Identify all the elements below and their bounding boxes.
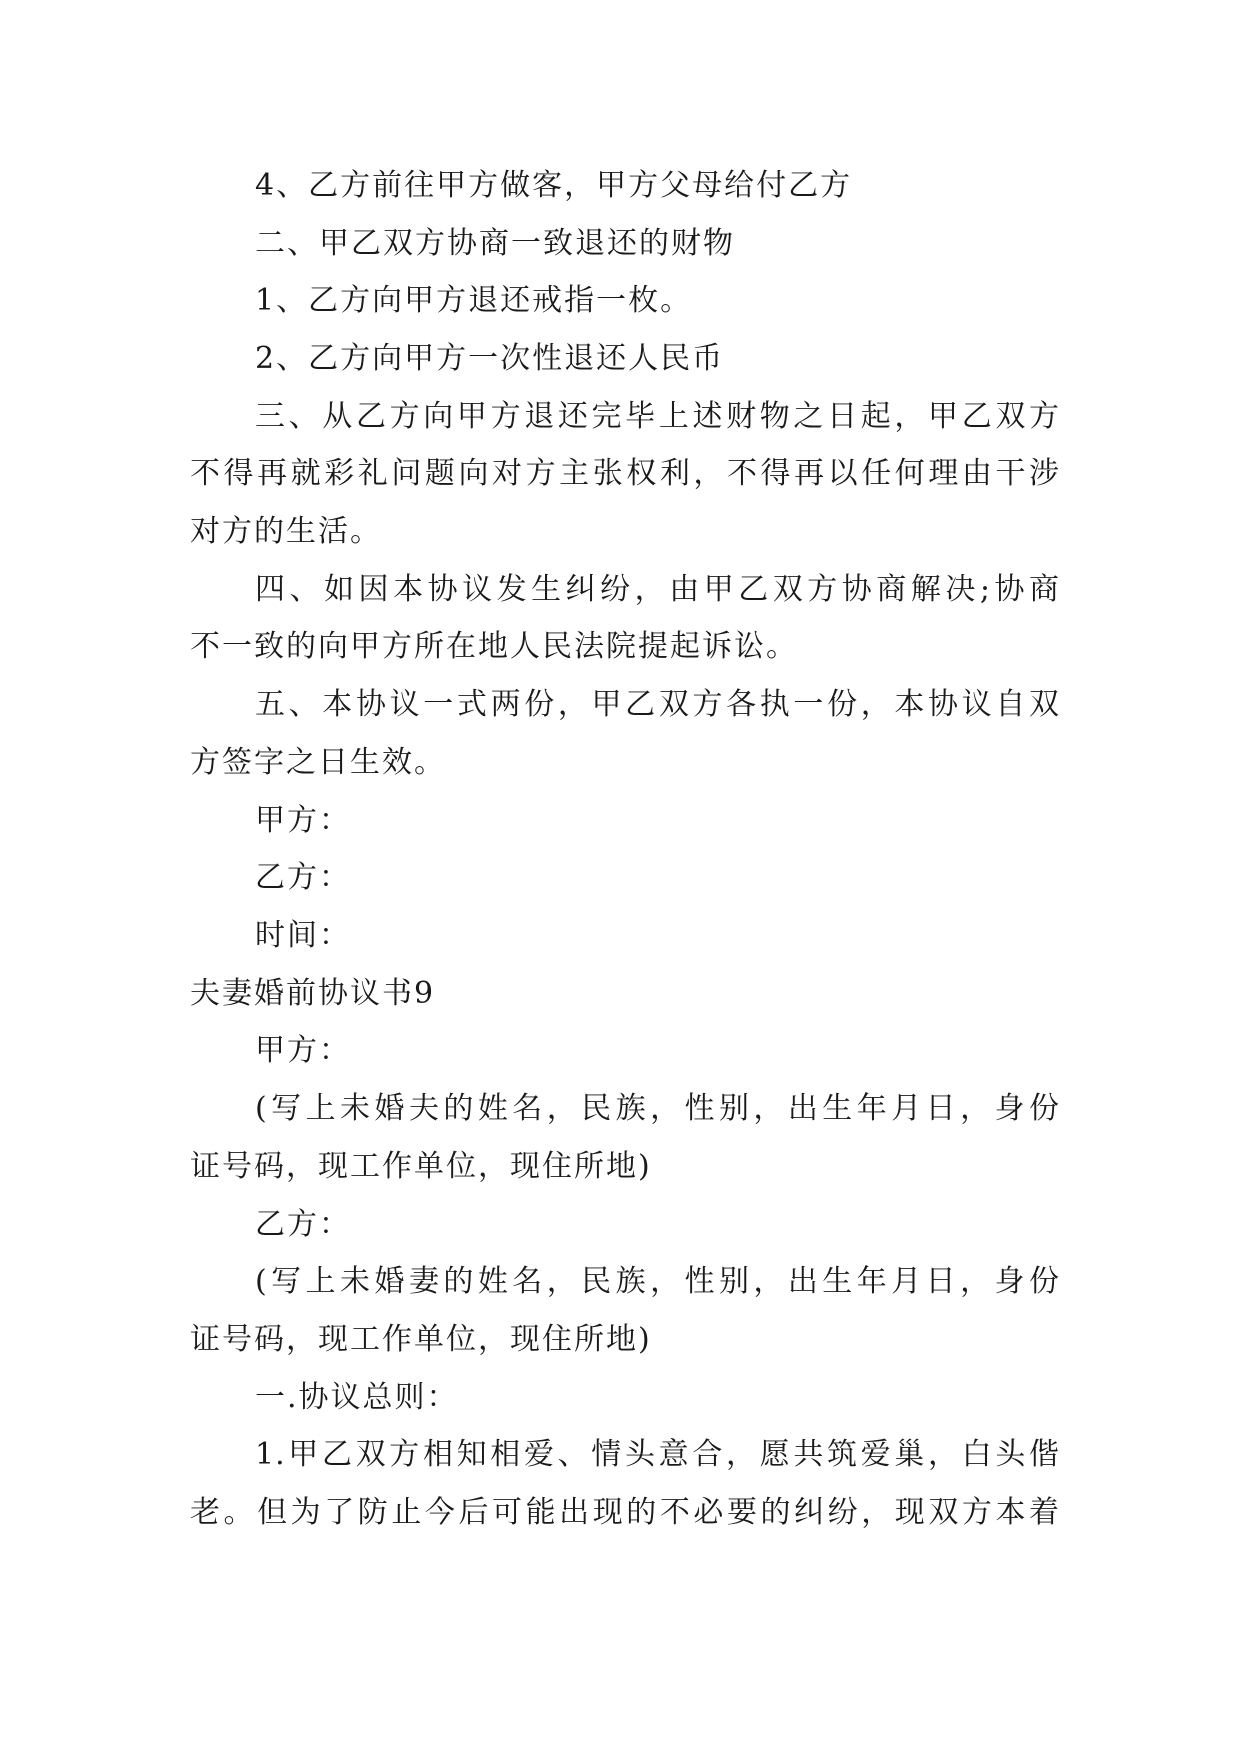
clause-line: 2、乙方向甲方一次性退还人民币: [255, 341, 725, 376]
party-b-label: 乙方：: [255, 1207, 351, 1242]
party-b-details: 证号码，现工作单位，现住所地): [190, 1322, 652, 1357]
paragraph-line: 不得再就彩礼问题向对方主张权利，不得再以任何理由干涉: [190, 456, 1060, 491]
party-a-label: 甲方：: [255, 1033, 351, 1068]
signature-date: 时间：: [255, 918, 351, 953]
paragraph-line: 方签字之日生效。: [190, 745, 446, 780]
paragraph-line: 老。但为了防止今后可能出现的不必要的纠纷，现双方本着: [190, 1495, 1060, 1530]
clause-line: 1、乙方向甲方退还戒指一枚。: [255, 283, 693, 318]
party-b-details: (写上未婚妻的姓名，民族，性别，出生年月日，身份: [255, 1264, 1060, 1299]
clause-line: 4、乙方前往甲方做客，甲方父母给付乙方: [255, 168, 853, 203]
paragraph-line: 五、本协议一式两份，甲乙双方各执一份，本协议自双: [255, 687, 1060, 722]
document-title: 夫妻婚前协议书9: [190, 976, 436, 1011]
party-a-details: (写上未婚夫的姓名，民族，性别，出生年月日，身份: [255, 1091, 1060, 1126]
signature-party-a: 甲方：: [255, 803, 351, 838]
paragraph-line: 对方的生活。: [190, 514, 382, 549]
paragraph-line: 四、如因本协议发生纠纷，由甲乙双方协商解决;协商: [255, 572, 1060, 607]
signature-party-b: 乙方：: [255, 860, 351, 895]
paragraph-line: 三、从乙方向甲方退还完毕上述财物之日起，甲乙双方: [255, 399, 1060, 434]
paragraph-line: 1.甲乙双方相知相爱、情头意合，愿共筑爱巢，白头偕: [255, 1437, 1060, 1472]
party-a-details: 证号码，现工作单位，现住所地): [190, 1149, 652, 1184]
section-heading: 二、甲乙双方协商一致退还的财物: [255, 226, 735, 261]
paragraph-line: 不一致的向甲方所在地人民法院提起诉讼。: [190, 629, 798, 664]
section-heading: 一.协议总则：: [255, 1380, 459, 1415]
